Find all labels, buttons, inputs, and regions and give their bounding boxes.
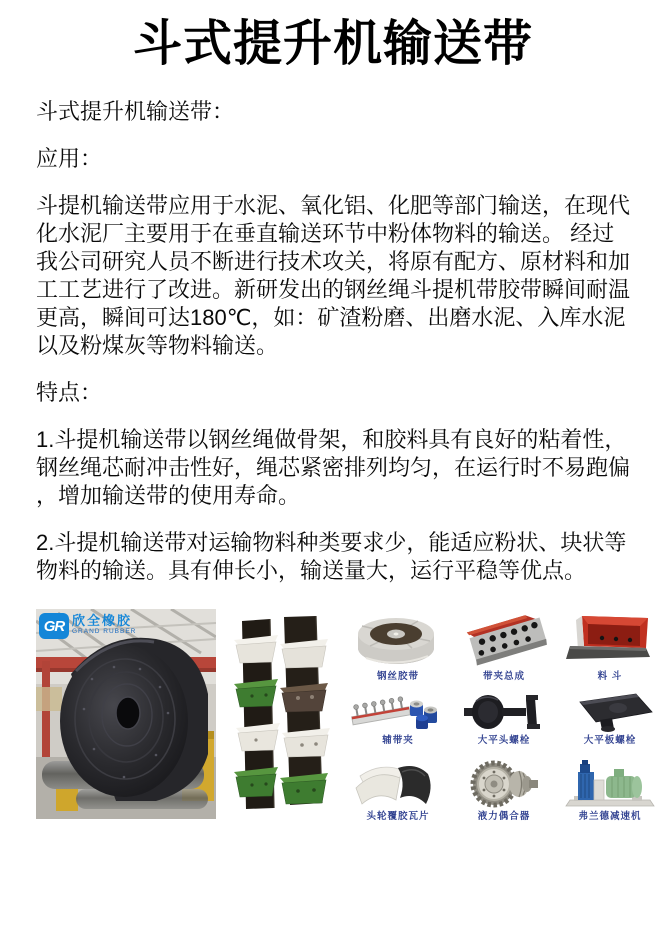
intro-line: 斗式提升机输送带： (36, 99, 235, 124)
belt-clamp-assembly-photo (456, 612, 552, 668)
product-card (557, 746, 663, 822)
product-card (451, 746, 557, 822)
product-card (557, 682, 663, 746)
application-heading: 应用： (36, 146, 103, 171)
product-caption: 大平板螺栓 (583, 735, 637, 746)
elevator-buckets-illustration (228, 612, 334, 814)
factory-belt-roll-illustration (36, 609, 216, 819)
flat-plate-bolt-photo (562, 692, 658, 732)
product-caption: 带夹总成 (482, 671, 525, 682)
features-heading: 特点： (36, 380, 103, 405)
product-caption: 大平头螺栓 (477, 735, 531, 746)
product-card (345, 682, 451, 746)
gr-logo-icon: GR (39, 613, 69, 639)
article-body (0, 98, 666, 585)
product-caption: 弗兰德减速机 (578, 811, 642, 822)
hopper-photo (562, 612, 658, 668)
product-caption: 钢丝胶带 (376, 671, 419, 682)
application-paragraph: 斗提机输送带应用于水泥、氧化铝、化肥等部门输送，在现代化水泥厂主要用于在垂直输送环节中粉体物料的输送。 经过我公司研究人员不断进行技术攻关，将原有配方、原材料和加工工艺进行了改进。新研发出的钢丝绳斗提机带胶带瞬间耐温更高，瞬间可达180℃，如：矿渣粉磨、出磨水泥、入库水泥以及粉煤灰等物料输送。 (36, 193, 631, 358)
auxiliary-belt-clamp-photo (350, 692, 446, 732)
product-card (345, 746, 451, 822)
product-caption: 辅带夹 (382, 735, 414, 746)
factory-belt-roll-photo (36, 609, 216, 819)
product-gallery (0, 604, 666, 844)
brand-logo (39, 613, 136, 639)
flat-head-bolt-photo (456, 692, 552, 732)
product-card (557, 606, 663, 682)
product-caption: 液力偶合器 (477, 811, 531, 822)
product-caption: 料 斗 (597, 671, 623, 682)
product-card (345, 606, 451, 682)
product-caption: 头轮覆胶瓦片 (366, 811, 430, 822)
fluid-coupling-photo (456, 760, 552, 808)
product-card (451, 606, 557, 682)
head-pulley-lagging-tiles-photo (350, 760, 446, 808)
elevator-buckets-photo (228, 612, 334, 814)
page-title: 斗式提升机输送带 (132, 17, 533, 71)
product-card (451, 682, 557, 746)
brand-name-cn: 欣全橡胶 (72, 613, 133, 628)
feature-2-paragraph: 2.斗提机输送带对运输物料种类要求少，能适应粉状、块状等物料的输送。具有伸长小，输送量大，运行平稳等优点。 (36, 530, 627, 583)
brand-name-en: GRAND RUBBER (72, 628, 137, 635)
steel-cord-belt-roll-photo (350, 612, 446, 668)
flender-reducer-photo (562, 760, 658, 808)
product-grid (345, 606, 663, 822)
feature-1-paragraph: 1.斗提机输送带以钢丝绳做骨架，和胶料具有良好的粘着性，钢丝绳芯耐冲击性好，绳芯紧密排列均匀，在运行时不易跑偏，增加输送带的使用寿命。 (36, 427, 631, 508)
